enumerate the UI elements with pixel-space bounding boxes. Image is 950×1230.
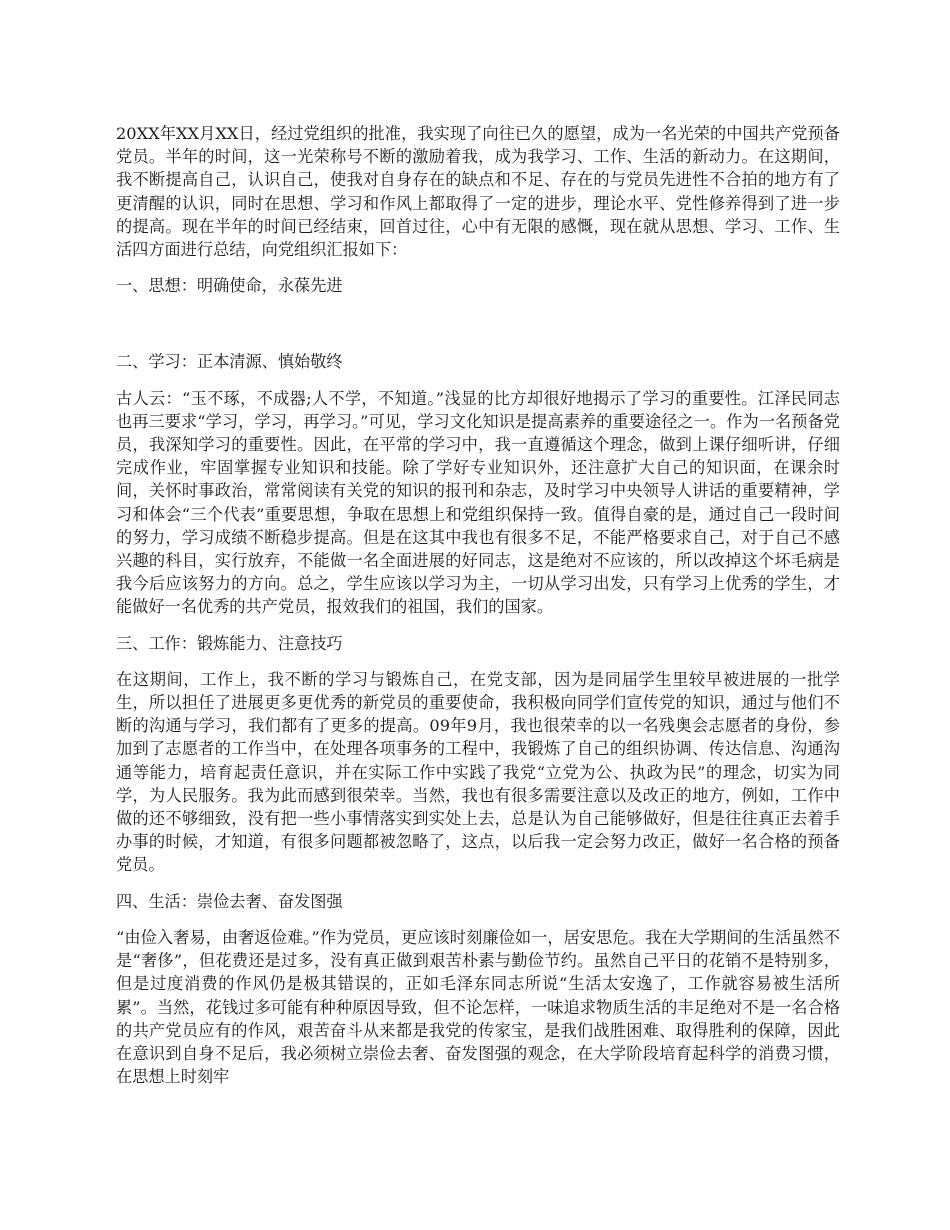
document-body [116, 122, 840, 1101]
section-heading-work: 三、工作：锻炼能力、注意技巧 [116, 633, 343, 653]
work-paragraph: 在这期间，工作上，我不断的学习与锻炼自己，在党支部，因为是同届学生里较早被进展的一批学生，所以担任了进展更多更优秀的新党员的重要使命，我积极向同学们宣传党的知识，通过与他们不断的沟通与学习，我们都有了更多的提高。09年9月，我也很荣幸的以一名残奥会志愿者的身份，参加到了志愿者的工作当中，在处理各项事务的工程中，我锻炼了自己的组织协调、传达信息、沟通沟通等能力，培育起责任意识，并在实际工作中实践了我党“立党为公、执政为民”的理念，切实为同学，为人民服务。我为此而感到很荣幸。当然，我也有很多需要注意以及改正的地方，例如，工作中做的还不够细致，没有把一些小事情落实到实处上去，总是认为自己能够做好，但是往往真正去着手办事的时候，才知道，有很多问题都被忽略了，这点，以后我一定会努力改正，做好一名合格的预备党员。 [116, 669, 840, 875]
life-paragraph: “由俭入奢易，由奢返俭难。”作为党员，更应该时刻廉俭如一，居安思危。我在大学期间的生活虽然不是“奢侈”，但花费还是过多，没有真正做到艰苦朴素与勤俭节约。虽然自己平日的花销不是特别多，但是过度消费的作风仍是极其错误的，正如毛泽东同志所说“生活太安逸了，工作就容易被生活所累”。当然，花钱过多可能有种种原因导致，但不论怎样，一味追求物质生活的丰足绝对不是一名合格的共产党员应有的作风，艰苦奋斗从来都是我党的传家宝，是我们战胜困难、取得胜利的保障，因此在意识到自身不足后，我必须树立崇俭去奢、奋发图强的观念，在大学阶段培育起科学的消费习惯，在思想上时刻牢 [116, 927, 840, 1087]
section-heading-thought: 一、思想：明确使命，永葆先进 [116, 276, 343, 296]
section-heading-life: 四、生活：崇俭去奢、奋发图强 [116, 891, 343, 911]
section-heading-study: 二、学习：正本清源、慎始敬终 [116, 352, 343, 372]
section-spacer [116, 310, 840, 350]
intro-paragraph: 20XX年XX月XX日，经过党组织的批准，我实现了向往已久的愿望，成为一名光荣的中国共产党预备党员。半年的时间，这一光荣称号不断的激励着我，成为我学习、工作、生活的新动力。在这期间，我不断提高自己，认识自己，使我对自身存在的缺点和不足、存在的与党员先进性不合拍的地方有了更清醒的认识，同时在思想、学习和作风上都取得了一定的进步，理论水平、党性修养得到了进一步的提高。现在半年的时间已经结束，回首过往，心中有无限的感慨，现在就从思想、学习、工作、生活四方面进行总结，向党组织汇报如下： [116, 124, 840, 260]
study-paragraph: 古人云：“玉不琢，不成器;人不学，不知道。”浅显的比方却很好地揭示了学习的重要性。江泽民同志也再三要求“学习，学习，再学习。”可见，学习文化知识是提高素养的重要途径之一。作为一名预备党员，我深知学习的重要性。因此，在平常的学习中，我一直遵循这个理念，做到上课仔细听讲，仔细完成作业，牢固掌握专业知识和技能。除了学好专业知识外，还注意扩大自己的知识面，在课余时间，关怀时事政治，常常阅读有关党的知识的报刊和杂志，及时学习中央领导人讲话的重要精神，学习和体会“三个代表”重要思想，争取在思想上和党组织保持一致。值得自豪的是，通过自己一段时间的努力，学习成绩不断稳步提高。但是在这其中我也有很多不足，不能严格要求自己，对于自己不感兴趣的科目，实行放弃，不能做一名全面进展的好同志，这是绝对不应该的，所以改掉这个坏毛病是我今后应该努力的方向。总之，学生应该以学习为主，一切从学习出发，只有学习上优秀的学生，才能做好一名优秀的共产党员，报效我们的祖国，我们的国家。 [116, 388, 840, 617]
